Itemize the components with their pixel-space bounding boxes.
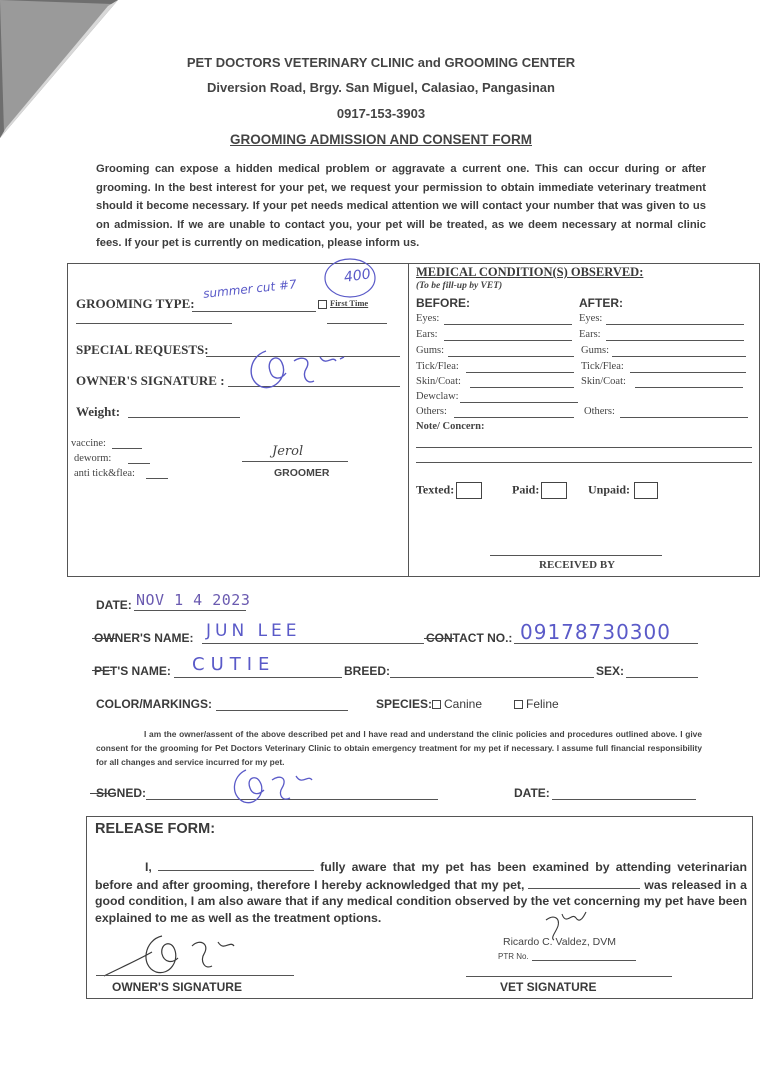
release-owner-signature-label: OWNER'S SIGNATURE [112, 980, 242, 994]
before-ears-line[interactable] [444, 340, 572, 341]
sex-label: SEX: [596, 664, 625, 678]
texted-checkbox[interactable] [456, 482, 482, 499]
signed-date-label: DATE: [514, 786, 550, 800]
groomer-name: Jerol [272, 444, 304, 459]
pet-name-label: PET'S NAME: [94, 664, 171, 678]
after-others-line[interactable] [620, 417, 748, 418]
feline-label: Feline [526, 697, 559, 711]
grooming-type-line-2[interactable] [76, 323, 232, 324]
consent-paragraph: I am the owner/assent of the above described pet and I have read and understand the clinic policies and procedures outlined above. I give consent for the grooming for Pet Doctors Veterinary Clinic to obtain emergency treatment for my pet if necessary. I assume full financial responsibility for all changes and service incurred for my pet. [96, 729, 702, 767]
owner-signature-scribble [236, 343, 356, 393]
grooming-type-label: GROOMING TYPE: [76, 296, 195, 311]
paid-label: Paid: [512, 482, 540, 497]
after-tick-label: Tick/Flea: [581, 361, 624, 372]
after-label: AFTER: [579, 296, 623, 310]
price-value: 400 [343, 266, 372, 286]
species-canine-option[interactable] [432, 697, 482, 711]
first-time-checkbox[interactable] [318, 298, 368, 309]
before-skin-line[interactable] [470, 387, 574, 388]
canine-label: Canine [444, 697, 483, 711]
grooming-type-line-3[interactable] [327, 323, 387, 324]
date-value: NOV 1 4 2023 [136, 591, 251, 609]
clinic-name: PET DOCTORS VETERINARY CLINIC and GROOMING CENTER [186, 55, 576, 70]
before-gums-line[interactable] [448, 356, 574, 357]
ptr-label: PTR No. [498, 952, 529, 961]
sex-line[interactable] [626, 677, 698, 678]
clinic-address: Diversion Road, Brgy. San Miguel, Calasiao, Pangasinan [207, 80, 555, 95]
signed-strike [90, 793, 116, 794]
paid-checkbox[interactable] [541, 482, 567, 499]
clinic-phone: 0917-153-3903 [336, 106, 426, 121]
date-label: DATE: [96, 598, 132, 612]
medical-subtitle: (To be fill-up by VET) [416, 281, 503, 291]
special-requests-label: SPECIAL REQUESTS: [76, 342, 209, 357]
unpaid-field[interactable] [588, 482, 658, 499]
weight-label: Weight: [76, 404, 121, 419]
signed-signature-scribble [222, 764, 322, 808]
after-gums-label: Gums: [581, 345, 610, 356]
species-feline-option[interactable] [514, 697, 559, 711]
form-title: GROOMING ADMISSION AND CONSENT FORM [230, 132, 532, 147]
medical-title: MEDICAL CONDITION(S) OBSERVED: [416, 265, 644, 279]
owner-signature-label: OWNER'S SIGNATURE : [76, 373, 225, 388]
paid-field[interactable] [512, 482, 567, 499]
first-time-box[interactable] [318, 300, 327, 309]
before-eyes-label: Eyes: [416, 313, 440, 324]
vet-name: Ricardo C. Valdez, DVM [503, 936, 617, 948]
canine-checkbox[interactable] [432, 700, 441, 709]
vaccine-line[interactable] [112, 448, 142, 449]
vaccine-label: vaccine: [71, 438, 106, 449]
release-paragraph [95, 858, 747, 926]
owner-name-value: JUN LEE [206, 621, 301, 641]
release-owner-signature-scribble [100, 928, 260, 980]
release-text-3: was released in a good condition, I am also aware that if any medical condition observed by the vet concerning my pet have been explained to me as well as the treatment options. [95, 877, 747, 925]
release-text-1: I, [145, 860, 159, 874]
owner-name-strike [92, 638, 116, 639]
intro-paragraph: Grooming can expose a hidden medical problem or aggravate a current one. This can occur during or after grooming. In the best interest for your pet, we request your permission to obtain immediate veterinary treatment should it become necessary. If your pet needs medical attention we will contact your number that was given to us on admission. If we are unable to contact you, your pet will be treated, as we deem necessary at normal clinic fees. If your pet is currently on medication, please inform us. [96, 163, 706, 249]
texted-label: Texted: [416, 482, 455, 497]
release-owner-name-blank[interactable] [158, 858, 314, 871]
pet-name-strike [92, 670, 112, 671]
after-eyes-label: Eyes: [579, 313, 603, 324]
contact-strike [424, 638, 454, 639]
release-owner-signature-line[interactable] [96, 975, 294, 976]
note-line-2[interactable] [416, 462, 752, 463]
before-dewclaw-label: Dewclaw: [416, 391, 459, 402]
date-line[interactable] [134, 610, 246, 611]
deworm-line[interactable] [128, 463, 150, 464]
received-by-label: RECEIVED BY [539, 559, 616, 571]
release-text-2: fully aware that my pet has been examined by attending veterinarian before and after grooming, therefore I hereby acknowledged that my pet, [95, 860, 747, 892]
note-line-1[interactable] [416, 447, 752, 448]
column-divider [408, 263, 409, 577]
pet-name-value: CUTIE [192, 654, 276, 675]
contact-label: CONTACT NO.: [426, 631, 513, 645]
anti-tick-line[interactable] [146, 478, 168, 479]
signed-date-line[interactable] [552, 799, 696, 800]
note-concern-label: Note/ Concern: [416, 421, 485, 432]
before-ears-label: Ears: [416, 329, 438, 340]
feline-checkbox[interactable] [514, 700, 523, 709]
before-others-line[interactable] [454, 417, 574, 418]
vet-signature-line[interactable] [466, 976, 672, 977]
ptr-line[interactable] [532, 960, 636, 961]
color-line[interactable] [216, 710, 348, 711]
unpaid-label: Unpaid: [588, 482, 631, 497]
grooming-type-line[interactable] [192, 311, 316, 312]
breed-label: BREED: [344, 664, 391, 678]
before-skin-label: Skin/Coat: [416, 376, 461, 387]
before-label: BEFORE: [416, 296, 470, 310]
received-by-line[interactable] [490, 555, 662, 556]
release-pet-name-blank[interactable] [528, 876, 640, 889]
after-tick-line[interactable] [630, 372, 746, 373]
unpaid-checkbox[interactable] [634, 482, 658, 499]
texted-field[interactable] [416, 482, 482, 499]
before-tick-line[interactable] [466, 372, 574, 373]
groomer-label: GROOMER [274, 467, 330, 479]
breed-line[interactable] [390, 677, 594, 678]
deworm-label: deworm: [74, 453, 112, 464]
contact-line[interactable] [514, 643, 698, 644]
owner-name-label: OWNER'S NAME: [94, 631, 194, 645]
anti-tick-label: anti tick&flea: [74, 468, 135, 479]
after-ears-label: Ears: [579, 329, 601, 340]
species-label: SPECIES: [376, 697, 433, 711]
after-ears-line[interactable] [606, 340, 744, 341]
before-eyes-line[interactable] [444, 324, 572, 325]
after-gums-line[interactable] [612, 356, 746, 357]
after-eyes-line[interactable] [606, 324, 744, 325]
groomer-line[interactable] [242, 461, 348, 462]
pet-name-line[interactable] [174, 677, 342, 678]
grooming-type-value: summer cut #7 [202, 277, 298, 301]
weight-line[interactable] [128, 417, 240, 418]
after-skin-label: Skin/Coat: [581, 376, 626, 387]
first-time-label: First Time [330, 298, 369, 308]
before-tick-label: Tick/Flea: [416, 361, 459, 372]
before-others-label: Others: [416, 406, 447, 417]
before-dewclaw-line[interactable] [460, 402, 578, 403]
after-others-label: Others: [584, 406, 615, 417]
signed-label: SIGNED: [96, 786, 147, 800]
before-gums-label: Gums: [416, 345, 445, 356]
owner-name-line[interactable] [202, 643, 424, 644]
release-title: RELEASE FORM: [95, 821, 216, 837]
after-skin-line[interactable] [635, 387, 743, 388]
vet-signature-label: VET SIGNATURE [500, 980, 597, 994]
color-label: COLOR/MARKINGS: [96, 697, 212, 711]
contact-value: 09178730300 [520, 620, 671, 644]
